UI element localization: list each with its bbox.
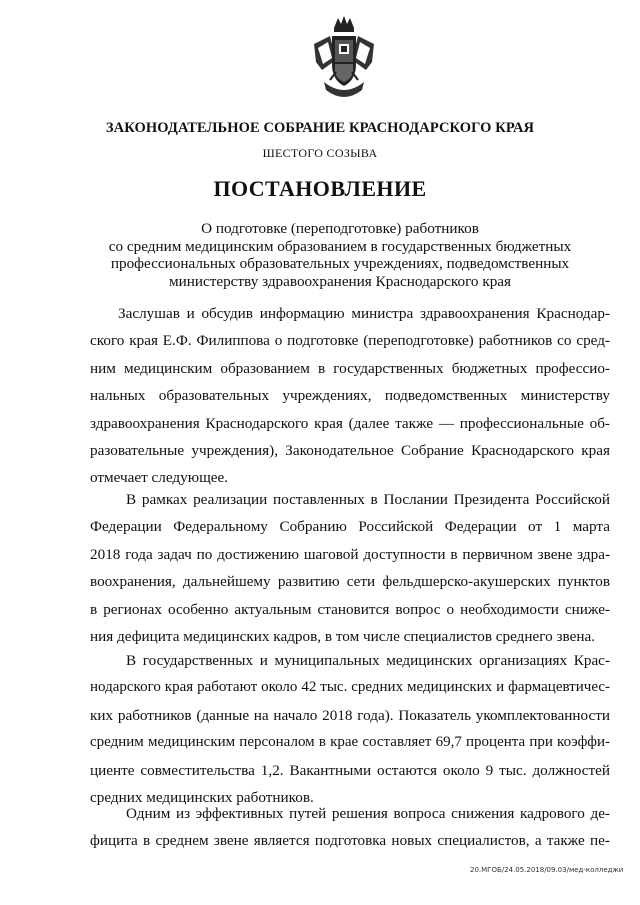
paragraph-line: В государственных и муниципальных медицинских организациях Крас-	[126, 652, 610, 669]
subject-line: профессиональных образовательных учреждениях, подведомственных	[110, 255, 570, 272]
paragraph-line: ним медицинским образованием в государственных бюджетных профессио-	[90, 359, 610, 377]
paragraph-line: воохранения, дальнейшему развитию сети фельдшерско-акушерских пунктов	[90, 573, 610, 591]
subject-line: О подготовке (переподготовке) работников	[201, 220, 479, 237]
paragraph-line: отмечает следующее.	[90, 469, 229, 487]
paragraph-line: В рамках реализации поставленных в Послании Президента Российской	[126, 491, 610, 508]
document-subject	[90, 220, 590, 290]
document-type-heading: ПОСТАНОВЛЕНИЕ	[213, 176, 427, 201]
paragraph-line: Заслушав и обсудив информацию министра здравоохранения Краснодар-	[118, 305, 610, 322]
subject-line: со средним медицинским образованием в государственных бюджетных	[108, 237, 572, 255]
body-paragraph-3	[90, 647, 610, 811]
paragraph-line: средних медицинских работников.	[90, 788, 314, 806]
paragraph-line: в регионах особенно актуальным становится вопрос о необходимости сниже-	[90, 600, 610, 618]
body-paragraph-1	[90, 300, 610, 492]
paragraph-line: нальных образовательных учреждениях, подведомственных министерству	[90, 387, 610, 405]
paragraph-line: циенте совместительства 1,2. Вакантными остаются около 9 тыс. должностей	[90, 761, 610, 779]
document-file-code: 20.МГОБ/24.05.2018/09.03/мед-колледжи	[470, 866, 624, 874]
paragraph-line: здравоохранения Краснодарского края (далее также — профессиональные об-	[90, 414, 610, 432]
subject-line: министерству здравоохранения Краснодарского края	[168, 272, 512, 290]
body-paragraph-2	[90, 486, 610, 650]
paragraph-line: средним медицинским персоналом в крае составляет 69,7 процента при коэффи-	[90, 734, 610, 751]
organization-title: ЗАКОНОДАТЕЛЬНОЕ СОБРАНИЕ КРАСНОДАРСКОГО КРАЯ	[105, 120, 535, 136]
paragraph-line: ких работников (данные на начало 2018 года). Показатель укомплектованности	[90, 706, 610, 724]
paragraph-line: фицита в среднем звене является подготовка новых специалистов, а также пе-	[90, 832, 610, 850]
paragraph-line: ния дефицита медицинских кадров, в том числе специалистов среднего звена.	[90, 627, 595, 645]
paragraph-line: разовательные учреждения), Законодательное Собрание Краснодарского края	[90, 441, 610, 459]
paragraph-line: Одним из эффективных путей решения вопроса снижения кадрового де-	[126, 805, 610, 822]
paragraph-line: Федерации Федеральному Собранию Российской Федерации от 1 марта	[90, 518, 610, 536]
body-paragraph-4	[90, 800, 610, 855]
paragraph-line: 2018 года задач по достижению шаговой доступности в первичном звене здра-	[90, 545, 610, 563]
convocation-subtitle: ШЕСТОГО СОЗЫВА	[262, 146, 378, 160]
krasnodar-coat-of-arms-icon	[310, 14, 378, 102]
paragraph-line: ского края Е.Ф. Филиппова о подготовке (переподготовке) работников со сред-	[90, 332, 610, 350]
paragraph-line: нодарского края работают около 42 тыс. средних медицинских и фармацевтичес-	[90, 679, 610, 696]
